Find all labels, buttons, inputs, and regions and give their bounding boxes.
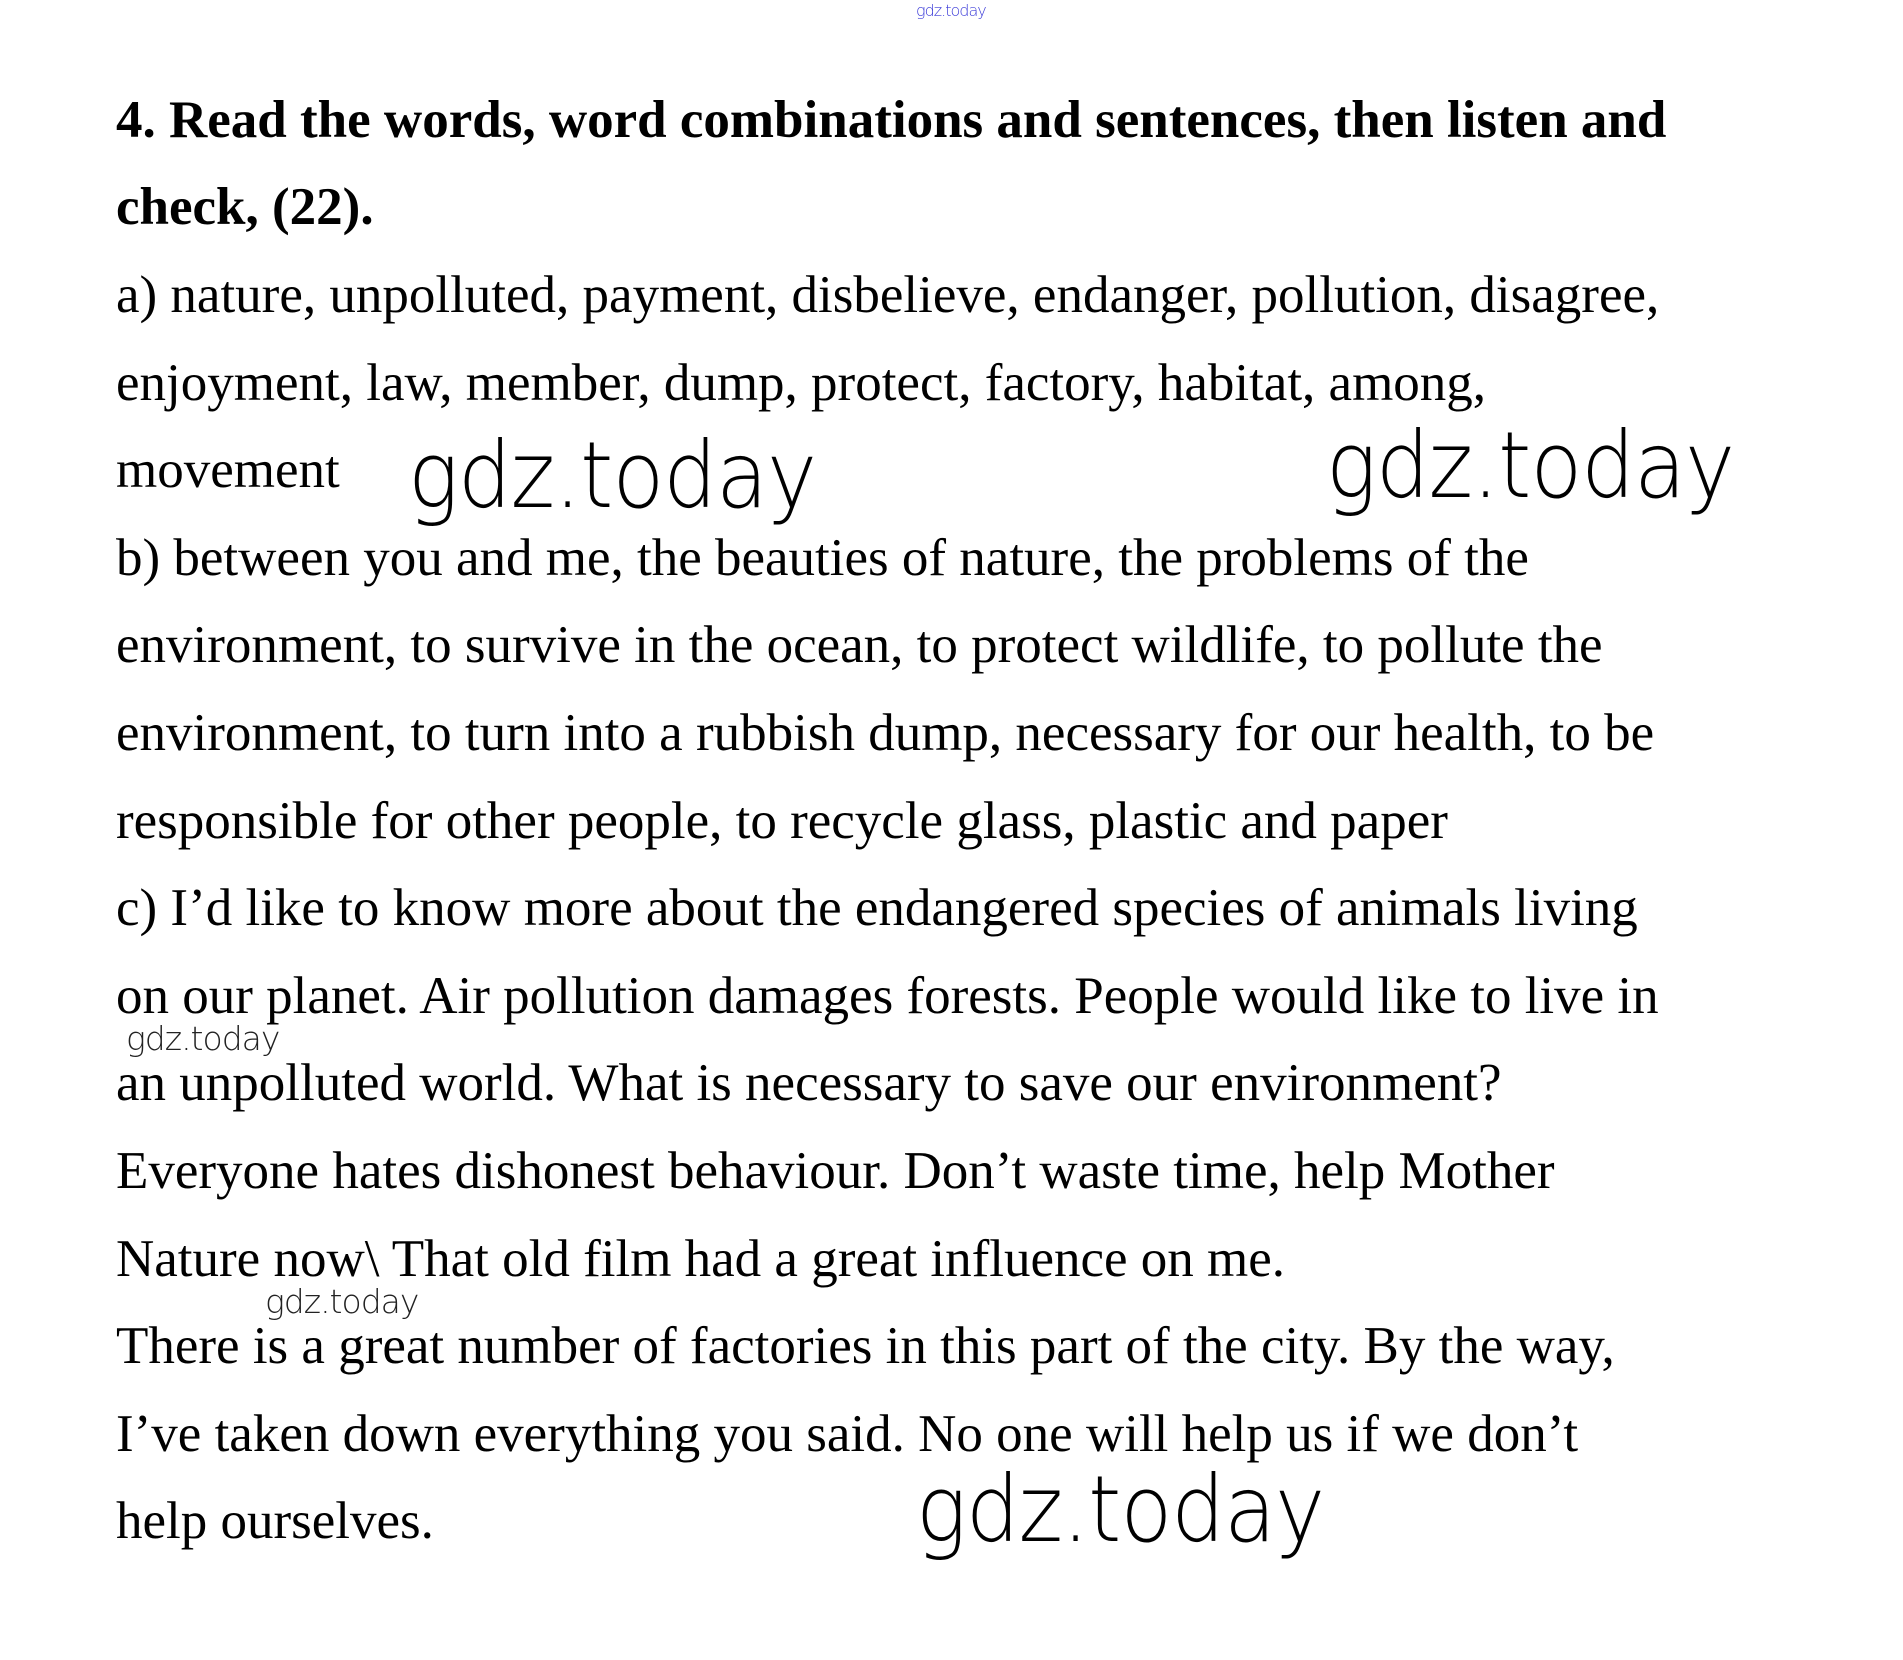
- body-line: There is a great number of factories in this part of the city. By the way,: [116, 1317, 1615, 1376]
- watermark: gdz.today: [408, 422, 817, 529]
- watermark: gdz.today: [265, 1282, 419, 1321]
- body-line: on our planet. Air pollution damages forests. People would like to live in: [116, 966, 1659, 1025]
- watermark: gdz.today: [916, 1456, 1325, 1563]
- exercise-text: [116, 90, 1876, 1582]
- body-line: environment, to turn into a rubbish dump, necessary for our health, to be: [116, 703, 1655, 762]
- body-line: help ourselves.: [116, 1492, 434, 1551]
- body-line: enjoyment, law, member, dump, protect, factory, habitat, among,: [116, 353, 1487, 412]
- body-line: I’ve taken down everything you said. No one will help us if we don’t: [116, 1404, 1579, 1463]
- body-line: environment, to survive in the ocean, to protect wildlife, to pollute the: [116, 616, 1603, 675]
- watermark: gdz.today: [126, 1019, 280, 1058]
- exercise-title-line: check, (22).: [116, 178, 374, 237]
- body-line: b) between you and me, the beauties of nature, the problems of the: [116, 528, 1529, 587]
- body-line: c) I’d like to know more about the endangered species of animals living: [116, 879, 1638, 938]
- exercise-title-line: 4. Read the words, word combinations and sentences, then listen and: [116, 90, 1667, 149]
- body-line: movement: [116, 441, 340, 500]
- site-watermark-top: gdz.today: [916, 1, 986, 20]
- body-line: a) nature, unpolluted, payment, disbelieve, endanger, pollution, disagree,: [116, 265, 1660, 324]
- watermark: gdz.today: [1326, 412, 1735, 519]
- body-line: Nature now\ That old film had a great influence on me.: [116, 1229, 1286, 1288]
- body-line: an unpolluted world. What is necessary to save our environment?: [116, 1054, 1502, 1113]
- body-line: responsible for other people, to recycle glass, plastic and paper: [116, 791, 1448, 850]
- body-line: Everyone hates dishonest behaviour. Don’t waste time, help Mother: [116, 1141, 1555, 1200]
